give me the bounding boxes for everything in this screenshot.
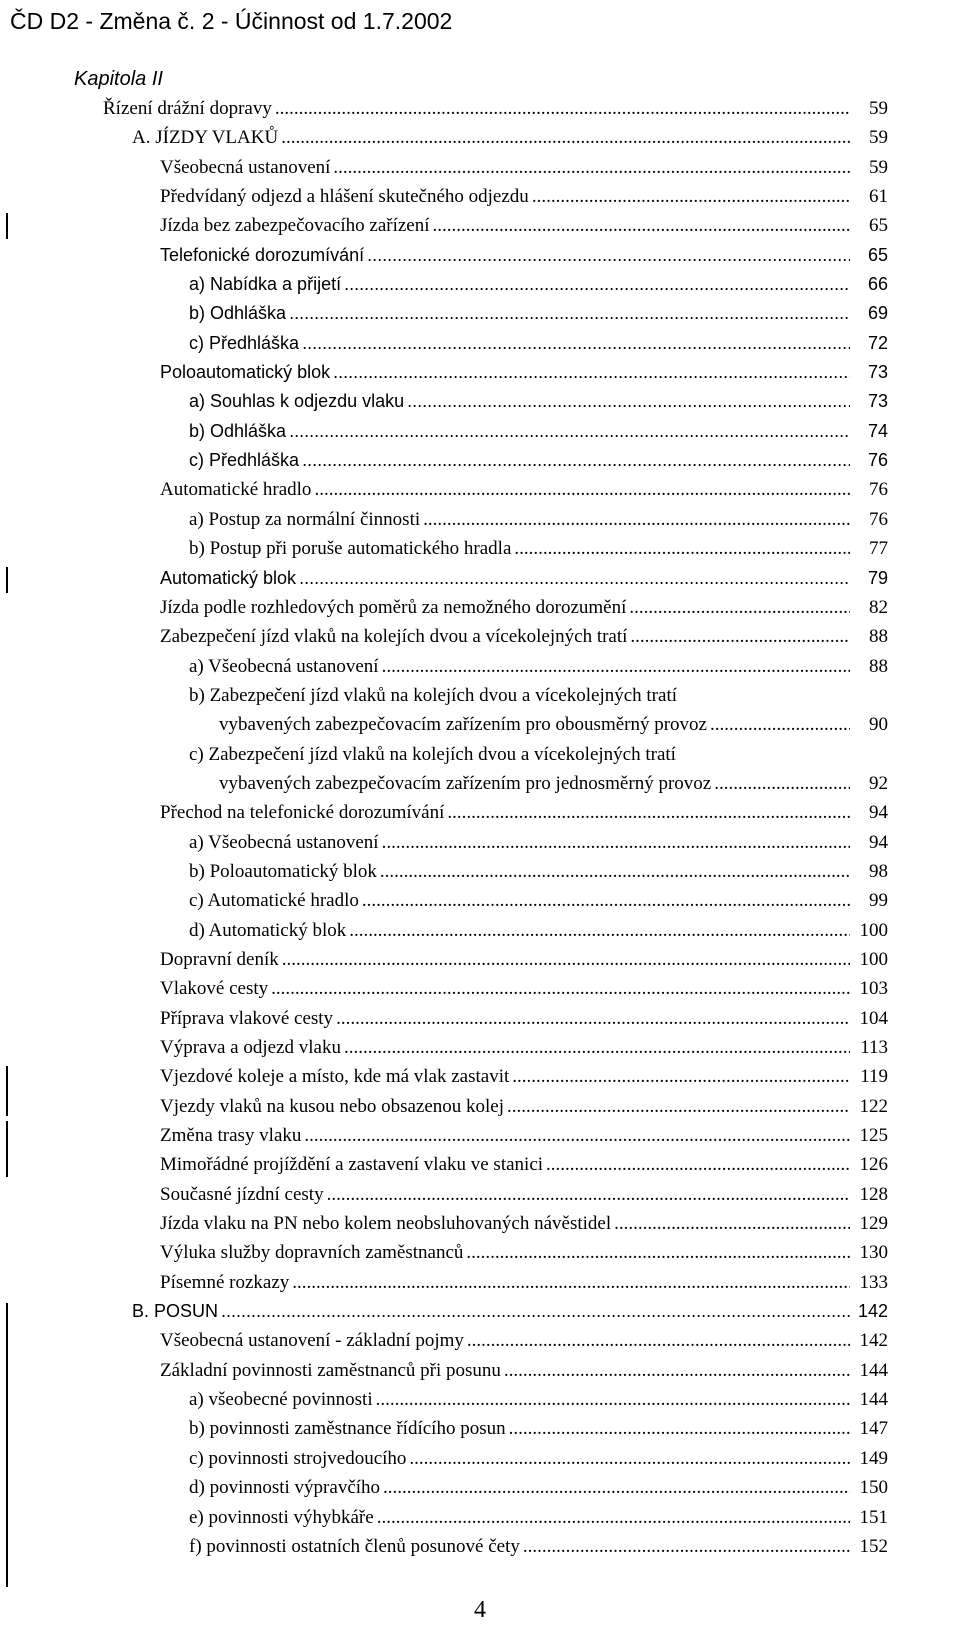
- toc-entry-page: 149: [859, 1447, 888, 1469]
- dot-leader: [382, 828, 850, 857]
- dot-leader: [376, 1385, 850, 1414]
- toc-entry-page: 76: [869, 479, 888, 501]
- toc-entry-label: c) Zabezpečení jízd vlaků na kolejích dvou a vícekolejných tratí: [189, 743, 676, 765]
- toc-entry-page: 65: [869, 215, 888, 237]
- toc-entry-page: 79: [867, 567, 888, 588]
- dot-leader: [382, 652, 850, 681]
- toc-entry-label: Jízda vlaku na PN nebo kolem neobsluhovaných návěstidel: [160, 1213, 612, 1235]
- toc-entry: [0, 241, 960, 270]
- toc-entry: [0, 1503, 960, 1532]
- toc-entry: [0, 153, 960, 182]
- toc-entry-label: d) povinnosti výpravčího: [189, 1477, 381, 1499]
- toc-entry-label: Písemné rozkazy: [160, 1271, 290, 1293]
- toc-entry-page: 98: [869, 860, 888, 882]
- toc-entry: [0, 94, 960, 123]
- dot-leader: [344, 270, 850, 299]
- toc-entry-label: Vlakové cesty: [160, 978, 269, 1000]
- toc-entry: [0, 828, 960, 857]
- dot-leader: [367, 241, 850, 270]
- toc-entry: [0, 1268, 960, 1297]
- toc-entry-page: 88: [869, 626, 888, 648]
- dot-leader: [514, 534, 850, 563]
- toc-entry-label: b) Postup při poruše automatického hradla: [189, 538, 512, 560]
- table-of-contents: [0, 94, 960, 1561]
- toc-entry-label: c) Předhláška: [189, 450, 300, 471]
- dot-leader: [509, 1414, 850, 1443]
- toc-entry: [0, 886, 960, 915]
- toc-entry: [0, 1385, 960, 1414]
- toc-entry: [0, 1121, 960, 1150]
- toc-entry: [0, 1209, 960, 1238]
- toc-entry-label: Předvídaný odjezd a hlášení skutečného odjezdu: [160, 186, 529, 208]
- dot-leader: [447, 798, 850, 827]
- toc-entry-page: 122: [859, 1095, 888, 1117]
- toc-entry-label: Automatický blok: [160, 567, 297, 588]
- toc-entry-page: 104: [859, 1007, 888, 1029]
- toc-entry: [0, 1444, 960, 1473]
- toc-entry-label: Všeobecná ustanovení - základní pojmy: [160, 1330, 464, 1352]
- toc-entry-label: d) Automatický blok: [189, 919, 347, 941]
- dot-leader: [504, 1356, 850, 1385]
- toc-entry-label: c) Automatické hradlo: [189, 890, 359, 912]
- toc-entry-page: 65: [867, 244, 888, 265]
- toc-entry-label: b) povinnosti zaměstnance řídícího posun: [189, 1418, 506, 1440]
- dot-leader: [304, 1121, 850, 1150]
- toc-entry-label: b) Poloautomatický blok: [189, 860, 377, 882]
- dot-leader: [333, 358, 850, 387]
- dot-leader: [302, 329, 850, 358]
- dot-leader: [380, 857, 850, 886]
- toc-entry-page: 125: [859, 1125, 888, 1147]
- toc-entry-page: 69: [867, 303, 888, 324]
- toc-entry-label-continued: vybavených zabezpečovacím zařízením pro obousměrný provoz: [219, 714, 707, 736]
- toc-entry: [0, 182, 960, 211]
- toc-entry-page: 152: [859, 1535, 888, 1557]
- toc-entry-label: Příprava vlakové cesty: [160, 1007, 334, 1029]
- toc-entry-label: a) Postup za normální činnosti: [189, 508, 421, 530]
- dot-leader: [344, 1033, 850, 1062]
- toc-entry: [0, 1414, 960, 1443]
- toc-entry-page: 103: [859, 978, 888, 1000]
- dot-leader: [289, 417, 850, 446]
- toc-entry-page: 92: [869, 772, 888, 794]
- toc-entry-page: 76: [867, 450, 888, 471]
- toc-entry-page: 99: [869, 890, 888, 912]
- toc-entry-label: Jízda bez zabezpečovacího zařízení: [160, 215, 430, 237]
- toc-entry: [0, 1238, 960, 1267]
- dot-leader: [710, 710, 850, 739]
- dot-leader: [614, 1209, 850, 1238]
- toc-entry: [0, 1356, 960, 1385]
- toc-entry: [0, 123, 960, 152]
- toc-entry-label: Vjezdové koleje a místo, kde má vlak zastavit: [160, 1066, 510, 1088]
- toc-entry-label: Změna trasy vlaku: [160, 1125, 302, 1147]
- toc-entry-label: Přechod na telefonické dorozumívání: [160, 802, 445, 824]
- dot-leader: [532, 182, 850, 211]
- toc-entry: [0, 1473, 960, 1502]
- toc-entry-label: e) povinnosti výhybkáře: [189, 1506, 374, 1528]
- toc-entry-label: a) všeobecné povinnosti: [189, 1389, 373, 1411]
- dot-leader: [407, 387, 850, 416]
- toc-entry-label: Jízda podle rozhledových poměrů za nemožného dorozumění: [160, 596, 627, 618]
- toc-entry-label: Poloautomatický blok: [160, 362, 331, 383]
- toc-entry-label: f) povinnosti ostatních členů posunové čety: [189, 1535, 520, 1557]
- toc-entry-page: 82: [869, 596, 888, 618]
- change-bar: [6, 567, 8, 593]
- toc-entry-label: Současné jízdní cesty: [160, 1183, 324, 1205]
- toc-entry: [0, 1180, 960, 1209]
- toc-entry-label: Vjezdy vlaků na kusou nebo obsazenou kolej: [160, 1095, 505, 1117]
- dot-leader: [314, 475, 850, 504]
- toc-entry-label: b) Odhláška: [189, 303, 287, 324]
- toc-entry-label: b) Zabezpečení jízd vlaků na kolejích dvou a vícekolejných tratí: [189, 684, 677, 706]
- toc-entry: [0, 652, 960, 681]
- toc-entry-page: 72: [867, 332, 888, 353]
- toc-entry-page: 129: [859, 1213, 888, 1235]
- toc-entry-page: 94: [869, 831, 888, 853]
- toc-entry-page: 144: [859, 1359, 888, 1381]
- toc-entry-label: c) Předhláška: [189, 332, 300, 353]
- dot-leader: [466, 1238, 850, 1267]
- toc-entry-label: Automatické hradlo: [160, 479, 312, 501]
- dot-leader: [333, 153, 850, 182]
- toc-entry: [0, 387, 960, 416]
- dot-leader: [221, 1297, 850, 1326]
- toc-entry: [0, 534, 960, 563]
- dot-leader: [281, 123, 850, 152]
- toc-entry-page: 151: [859, 1506, 888, 1528]
- toc-entry-page: 73: [867, 391, 888, 412]
- toc-entry: [0, 622, 960, 651]
- dot-leader: [349, 916, 850, 945]
- toc-entry-page: 73: [867, 362, 888, 383]
- dot-leader: [630, 622, 850, 651]
- dot-leader: [271, 974, 850, 1003]
- toc-entry: [0, 1326, 960, 1355]
- toc-entry: [0, 475, 960, 504]
- toc-entry: [0, 798, 960, 827]
- toc-entry: [0, 916, 960, 945]
- toc-entry: [0, 446, 960, 475]
- document-header: ČD D2 - Změna č. 2 - Účinnost od 1.7.2002: [10, 8, 453, 34]
- dot-leader: [409, 1444, 850, 1473]
- dot-leader: [302, 446, 850, 475]
- toc-entry: [0, 270, 960, 299]
- toc-entry: [0, 211, 960, 240]
- toc-entry-label: A. JÍZDY VLAKŮ: [132, 127, 279, 149]
- toc-entry-page: 133: [859, 1271, 888, 1293]
- toc-entry-label-continued: vybavených zabezpečovacím zařízením pro jednosměrný provoz: [219, 772, 712, 794]
- toc-entry: [0, 329, 960, 358]
- change-bar: [6, 213, 8, 239]
- toc-entry-page: 130: [859, 1242, 888, 1264]
- dot-leader: [629, 593, 850, 622]
- toc-entry-page: 144: [859, 1389, 888, 1411]
- dot-leader: [289, 299, 850, 328]
- toc-entry-page: 66: [867, 274, 888, 295]
- dot-leader: [362, 886, 850, 915]
- dot-leader: [512, 1062, 850, 1091]
- dot-leader: [383, 1473, 850, 1502]
- dot-leader: [299, 564, 850, 593]
- toc-entry: [0, 857, 960, 886]
- toc-entry-page: 100: [859, 948, 888, 970]
- chapter-title: Kapitola II: [74, 68, 163, 90]
- dot-leader: [377, 1503, 850, 1532]
- dot-leader: [714, 769, 850, 798]
- toc-entry-page: 90: [869, 714, 888, 736]
- toc-entry-label: Výprava a odjezd vlaku: [160, 1037, 341, 1058]
- toc-entry-page: 126: [859, 1154, 888, 1176]
- toc-entry-page: 77: [869, 538, 888, 560]
- dot-leader: [546, 1150, 850, 1179]
- toc-entry: [0, 945, 960, 974]
- toc-entry-label: Řízení drážní dopravy: [103, 98, 272, 119]
- dot-leader: [336, 1004, 850, 1033]
- dot-leader: [292, 1268, 850, 1297]
- toc-entry-page: 142: [857, 1301, 888, 1322]
- dot-leader: [507, 1092, 850, 1121]
- dot-leader: [467, 1326, 850, 1355]
- dot-leader: [423, 505, 850, 534]
- toc-entry: [0, 564, 960, 593]
- toc-entry: [0, 1033, 960, 1062]
- dot-leader: [433, 211, 850, 240]
- toc-entry: [0, 1532, 960, 1561]
- toc-entry-page: 113: [860, 1037, 888, 1058]
- toc-entry: [0, 1150, 960, 1179]
- toc-entry: [0, 505, 960, 534]
- toc-entry-page: 128: [859, 1183, 888, 1205]
- toc-entry-label: Telefonické dorozumívání: [160, 244, 365, 265]
- toc-entry-page: 74: [867, 420, 888, 441]
- dot-leader: [327, 1180, 850, 1209]
- toc-entry: [0, 1092, 960, 1121]
- toc-entry-page: 88: [869, 655, 888, 677]
- toc-entry-label: a) Nabídka a přijetí: [189, 274, 342, 295]
- toc-entry-label: b) Odhláška: [189, 420, 287, 441]
- toc-entry: [0, 740, 960, 799]
- toc-entry: [0, 1062, 960, 1091]
- toc-entry: [0, 681, 960, 740]
- toc-entry: [0, 358, 960, 387]
- toc-entry-page: 119: [860, 1066, 888, 1088]
- toc-entry: [0, 974, 960, 1003]
- toc-entry: [0, 1297, 960, 1326]
- toc-entry-page: 94: [869, 802, 888, 824]
- toc-entry-page: 61: [869, 186, 888, 208]
- toc-entry-page: 100: [859, 919, 888, 941]
- dot-leader: [275, 94, 850, 123]
- toc-entry-label: a) Všeobecná ustanovení: [189, 655, 379, 677]
- toc-entry-label: a) Všeobecná ustanovení: [189, 831, 379, 853]
- toc-entry-label: Mimořádné projíždění a zastavení vlaku ve stanici: [160, 1154, 544, 1176]
- dot-leader: [523, 1532, 850, 1561]
- toc-entry-label: Zabezpečení jízd vlaků na kolejích dvou a vícekolejných tratí: [160, 626, 628, 648]
- toc-entry-page: 150: [859, 1477, 888, 1499]
- toc-entry-page: 59: [869, 127, 888, 149]
- toc-entry: [0, 1004, 960, 1033]
- toc-entry-label: c) povinnosti strojvedoucího: [189, 1447, 407, 1469]
- toc-entry-page: 142: [859, 1330, 888, 1352]
- toc-entry: [0, 417, 960, 446]
- toc-entry: [0, 299, 960, 328]
- toc-entry-label: B. POSUN: [132, 1301, 219, 1322]
- toc-entry-label: Všeobecná ustanovení: [160, 156, 331, 178]
- toc-entry-label: Základní povinnosti zaměstnanců při posunu: [160, 1359, 501, 1381]
- toc-entry-page: 59: [869, 156, 888, 178]
- page-number: 4: [474, 1597, 486, 1623]
- toc-entry-page: 76: [869, 508, 888, 530]
- toc-entry-page: 147: [859, 1418, 888, 1440]
- toc-entry-label: Výluka služby dopravních zaměstnanců: [160, 1242, 464, 1264]
- toc-entry-label: a) Souhlas k odjezdu vlaku: [189, 391, 405, 412]
- toc-entry-page: 59: [869, 98, 888, 119]
- toc-entry: [0, 593, 960, 622]
- dot-leader: [282, 945, 850, 974]
- toc-entry-label: Dopravní deník: [160, 948, 279, 970]
